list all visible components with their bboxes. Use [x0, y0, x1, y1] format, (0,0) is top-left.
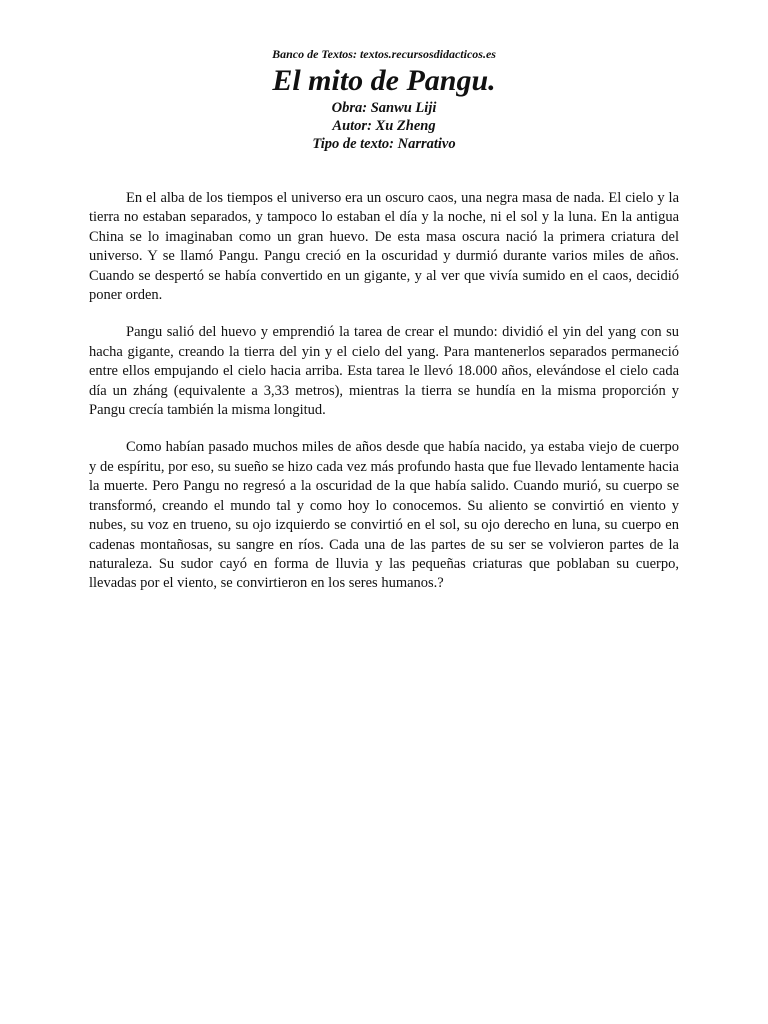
source-line: Banco de Textos: textos.recursosdidacticos.es: [272, 47, 496, 61]
text-type-line: Tipo de texto: Narrativo: [312, 136, 456, 152]
document-body: [89, 189, 679, 594]
paragraph-2: Pangu salió del huevo y emprendió la tarea de crear el mundo: dividió el yin del yang con su hacha gigante, creando la tierra del yin y el cielo del yang. Para mantenerlos separados permaneció entre ellos empujando el cielo hacia arriba. Esta tarea le llevó 18.000 años, elevándose el cielo cada día un zháng (equivalente a 3,33 metros), mientras la tierra se hundía en la misma proporción y Pangu crecía también la misma longitud.: [89, 324, 679, 419]
document-header: [89, 46, 679, 153]
work-line: Obra: Sanwu Liji: [331, 100, 437, 116]
author-line: Autor: Xu Zheng: [332, 118, 436, 134]
paragraph-3: Como habían pasado muchos miles de años desde que había nacido, ya estaba viejo de cuerpo y de espíritu, por eso, su sueño se hizo cada vez más profundo hasta que fue llevado lentamente hacia la muerte. Pero Pangu no regresó a la oscuridad de la que había salido. Cuando murió, su cuerpo se transformó, creando el mundo tal y como hoy lo conocemos. Su aliento se convirtió en viento y nubes, su voz en trueno, su ojo izquierdo se convirtió en el sol, su ojo derecho en luna, su cuerpo en cadenas montañosas, su sangre en ríos. Cada una de las partes de su ser se volvieron partes de la naturaleza. Su sudor cayó en forma de lluvia y las pequeñas criaturas que poblaban su cuerpo, llevadas por el viento, se convirtieron en los seres humanos.?: [89, 439, 679, 592]
document-title: El mito de Pangu.: [272, 64, 496, 97]
paragraph-1: En el alba de los tiempos el universo era un oscuro caos, una negra masa de nada. El cielo y la tierra no estaban separados, y tampoco lo estaban el día y la noche, ni el sol y la luna. En la antigua China se lo imaginaban como un gran huevo. De esta masa oscura nació la primera criatura del universo. Y se llamó Pangu. Pangu creció en la oscuridad y durmió durante varios miles de años. Cuando se despertó se había convertido en un gigante, y al ver que vivía sumido en el caos, decidió poner orden.: [89, 190, 679, 304]
